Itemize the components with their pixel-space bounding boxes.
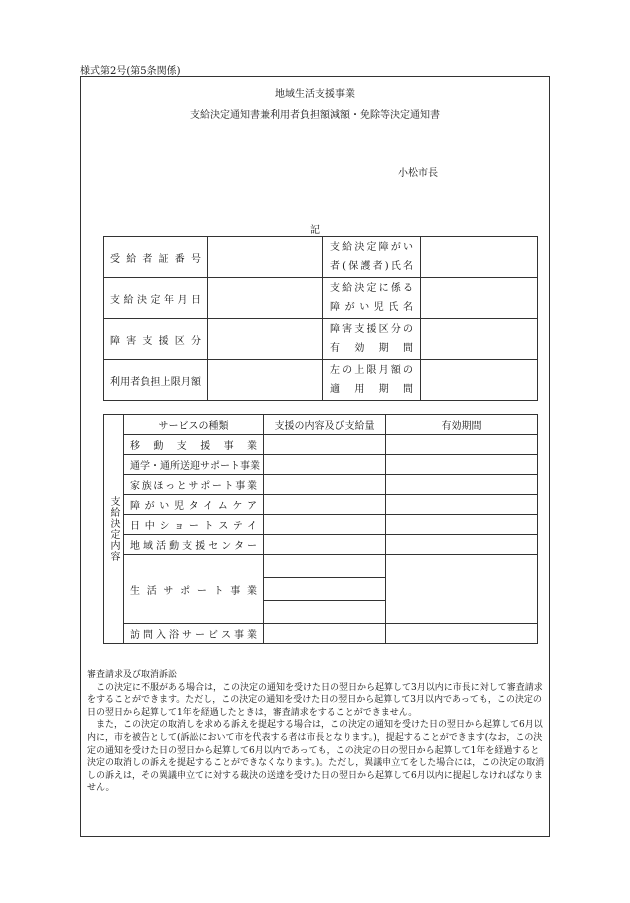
header-support-amount: 支援の内容及び支給量	[264, 415, 386, 435]
table-row	[104, 535, 538, 555]
value-cell	[386, 495, 538, 515]
table-row	[104, 624, 538, 644]
form-number: 様式第2号(第5条関係)	[80, 66, 181, 77]
label-disabled-person-name: 支給決定障がい 者(保護者)氏名	[323, 237, 421, 278]
issuer-mayor: 小松市長	[398, 168, 438, 179]
value-cell	[264, 535, 386, 555]
value-cell	[264, 624, 386, 644]
value-cell	[264, 578, 386, 601]
service-commute-transport: 通学・通所送迎サポート事業	[124, 455, 264, 475]
table-row	[104, 555, 538, 578]
label-monthly-limit: 利用者負担上限月額	[104, 360, 208, 401]
value-cell	[386, 535, 538, 555]
table-row	[104, 237, 538, 278]
value-cell	[264, 601, 386, 624]
value-cell	[421, 319, 538, 360]
header-validity-period: 有効期間	[386, 415, 538, 435]
label-limit-period: 左の上限月額の 適用期間	[323, 360, 421, 401]
label-decision-date: 支給決定年月日	[104, 278, 208, 319]
value-cell	[264, 435, 386, 455]
value-cell	[386, 624, 538, 644]
label-support-category: 障害支援区分	[104, 319, 208, 360]
value-cell	[386, 435, 538, 455]
document-subtitle: 支給決定通知書兼利用者負担額減額・免除等決定通知書	[190, 110, 440, 121]
service-family-support: 家族ほっとサポート事業	[124, 475, 264, 495]
value-cell	[264, 455, 386, 475]
table-row	[104, 515, 538, 535]
service-decision-table	[103, 414, 538, 644]
table-row	[104, 360, 538, 401]
service-daytime-shortstay: 日中ショートステイ	[124, 515, 264, 535]
document-frame	[80, 76, 550, 837]
table-header-row	[104, 415, 538, 435]
value-cell	[264, 495, 386, 515]
recipient-info-table	[103, 236, 538, 401]
header-service-type: サービスの種類	[124, 415, 264, 435]
value-cell	[386, 515, 538, 535]
value-cell	[264, 475, 386, 495]
notes-title: 審査請求及び取消訴訟	[87, 670, 178, 680]
table-row	[104, 319, 538, 360]
value-cell	[264, 555, 386, 578]
document-title: 地域生活支援事業	[275, 89, 355, 100]
service-life-support: 生活サポート事業	[124, 555, 264, 624]
ki-marker: 記	[310, 225, 320, 236]
label-category-period: 障害支援区分の 有効期間	[323, 319, 421, 360]
label-child-name: 支給決定に係る 障がい児氏名	[323, 278, 421, 319]
value-cell	[208, 319, 323, 360]
service-home-bathing: 訪問入浴サービス事業	[124, 624, 264, 644]
notes-paragraph-2: また，この決定の取消しを求める訴えを提起する場合は，この決定の通知を受けた日の翌日から起算して6月以内に，市を被告として(訴訟において市を代表する者は市長となります。)，提起することができます(なお，この決定の通知を受けた日の翌日から起算して6月以内であっても，この決定の日の翌日から起算して1年を経過すると決定の取消しの訴えを提起することができなくなります。)。ただし，異議申立てをした場合には，この決定の取消しの訴えは，その異議申立てに対する裁決の送達を受けた日の翌日から起算して6月以内に提起しなければなりません。	[87, 720, 545, 794]
value-cell	[386, 455, 538, 475]
notes-paragraph-1: この決定に不服がある場合は，この決定の通知を受けた日の翌日から起算して3月以内に市長に対して審査請求をすることができます。ただし，この決定の通知を受けた日の翌日から起算して3月以内であっても，この決定の日の翌日から起算して1年を経過したときは，審査請求をすることができません。	[87, 682, 543, 718]
table-row	[104, 495, 538, 515]
value-cell	[421, 278, 538, 319]
table-row	[104, 278, 538, 319]
table-row	[104, 455, 538, 475]
service-community-center: 地域活動支援センター	[124, 535, 264, 555]
value-cell	[208, 237, 323, 278]
appeal-notes	[87, 669, 545, 795]
service-mobility-support: 移動支援事業	[124, 435, 264, 455]
table-row	[104, 435, 538, 455]
value-cell	[208, 278, 323, 319]
service-child-timecare: 障がい児タイムケア	[124, 495, 264, 515]
value-cell	[421, 237, 538, 278]
value-cell	[264, 515, 386, 535]
side-label-decision-content: 支給決定内容	[104, 415, 124, 644]
label-recipient-cert-number: 受給者証番号	[104, 237, 208, 278]
table-row	[104, 475, 538, 495]
value-cell	[386, 475, 538, 495]
value-cell	[208, 360, 323, 401]
value-cell	[386, 555, 538, 624]
value-cell	[421, 360, 538, 401]
